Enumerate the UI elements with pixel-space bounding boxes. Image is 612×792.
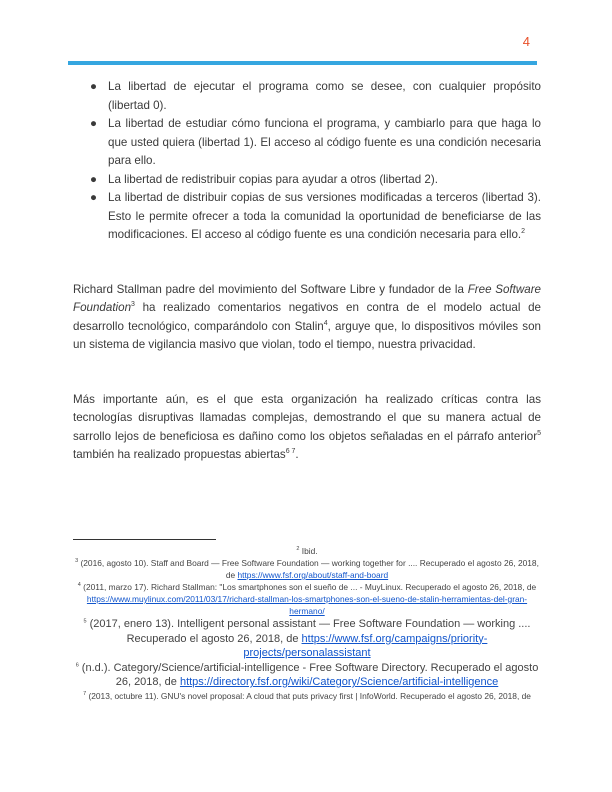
bullet-icon: ● [90, 80, 98, 93]
footnote-6 [73, 661, 541, 690]
page-number: 4 [522, 34, 530, 49]
list-item [73, 115, 541, 171]
footnote-text: (2011, marzo 17). Richard Stallman: "Los smartphones son el sueño de ... - MuyLinux. Recuperado el agosto 26, 2018, de [80, 582, 537, 592]
bullet-icon: ● [90, 191, 98, 204]
footnote-number: 7 [83, 690, 87, 697]
footnotes [73, 545, 541, 702]
footnote-ref[interactable]: 2 [521, 228, 526, 236]
footnote-ref[interactable]: 6 7 [285, 448, 296, 456]
footnote-text: (n.d.). Category/Science/artificial-intelligence - Free Software Directory. Recuperado el agosto 26, 2018, de [78, 661, 539, 688]
freedoms-list [73, 78, 541, 245]
paragraph-text: ha realizado comentarios negativos en contra de el modelo actual de desarrollo tecnológico, comparándolo con Stalin [73, 301, 541, 333]
footnote-3 [73, 557, 541, 581]
footnote-text: (2016, agosto 10). Staff and Board — Free Software Foundation — working together for .... Recuperado el agosto 26, 2018, de [78, 558, 539, 580]
paragraph-text: . [295, 448, 299, 461]
footnote-link[interactable]: https://www.muylinux.com/2011/03/17/richard-stallman-los-smartphones-son-el-sueno-de-stalin-herramientas-del-gran-hermano/ [86, 594, 528, 616]
footnote-link[interactable]: https://www.fsf.org/about/staff-and-board [237, 570, 389, 580]
footnote-4 [73, 581, 541, 617]
footnote-text: (2013, octubre 11). GNU's novel proposal: A cloud that puts privacy first | InfoWorld. Recuperado el agosto 26, 2018, de [86, 690, 531, 701]
header-rule [68, 61, 537, 65]
footnote-ref[interactable]: 4 [323, 319, 328, 327]
list-item-text: La libertad de distribuir copias de sus versiones modificadas a terceros (libertad 3). Esto le permite ofrecer a toda la comunidad la oportunidad de beneficiarse de las modificaciones. El acceso al código fuente es una condición necesaria para ello. [108, 191, 541, 241]
footnote-ref[interactable]: 5 [537, 429, 541, 437]
document-body [73, 78, 541, 465]
footnote-number: 2 [296, 546, 300, 553]
paragraph-text: Richard Stallman padre del movimiento del Software Libre y fundador de la [73, 282, 468, 296]
footnote-number: 4 [77, 582, 81, 589]
list-item [73, 189, 541, 245]
footnote-5 [73, 617, 541, 661]
bullet-icon: ● [90, 172, 98, 186]
list-item [73, 78, 541, 115]
footnote-number: 5 [83, 618, 87, 625]
footnote-link[interactable]: https://www.fsf.org/campaigns/priority-projects/personalassistant [243, 632, 488, 659]
footnote-separator [73, 539, 216, 540]
emphasis-text: Free Software Foundation [73, 282, 542, 314]
footnote-text: (2017, enero 13). Intelligent personal assistant — Free Software Foundation — working .... Recuperado el agosto 26, 2018, de [86, 618, 531, 645]
footnote-2 [73, 545, 541, 557]
list-item-text: La libertad de redistribuir copias para ayudar a otros (libertad 2). [108, 172, 438, 186]
paragraph-stallman [73, 281, 541, 355]
paragraph-text: también ha realizado propuestas abiertas [73, 448, 286, 461]
footnote-text: Ibid. [299, 546, 318, 556]
paragraph-text: Más importante aún, es el que esta organización ha realizado críticas contra las tecnologías disruptivas llamadas complejas, demostrando el que su manera actual de sarrollo lejos de beneficiosa es dañino como los objetos señaladas en el párrafo anterior [73, 392, 541, 443]
list-item-text: La libertad de ejecutar el programa como se desee, con cualquier propósito (libertad 0). [108, 80, 541, 112]
footnote-7 [73, 690, 541, 702]
paragraph-text: , arguye que, lo dispositivos móviles son un sistema de vigilancia masivo que violan, todo el tiempo, nuestra privacidad. [73, 319, 541, 351]
paragraph-criticas [73, 391, 541, 465]
footnote-number: 3 [75, 558, 79, 565]
list-item [73, 171, 541, 190]
footnote-link[interactable]: https://directory.fsf.org/wiki/Category/Science/artificial-intelligence [179, 676, 499, 688]
footnote-number: 6 [75, 661, 79, 668]
footnote-ref[interactable]: 3 [131, 301, 135, 309]
bullet-icon: ● [90, 117, 98, 130]
list-item-text: La libertad de estudiar cómo funciona el programa, y cambiarlo para que haga lo que usted quiera (libertad 1). El acceso al código fuente es una condición necesaria para ello. [108, 117, 541, 167]
